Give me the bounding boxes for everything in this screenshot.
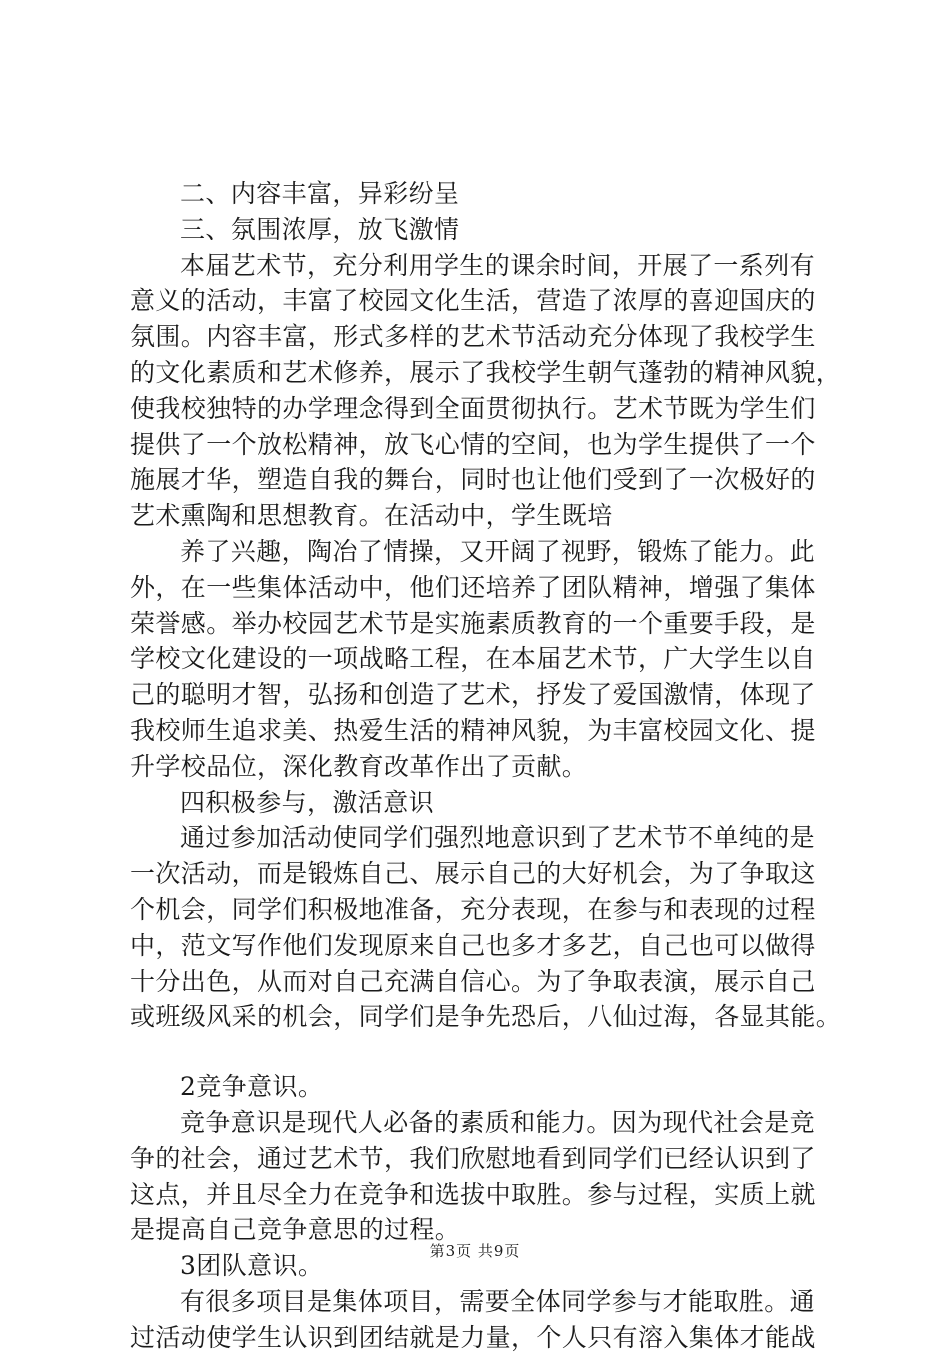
paragraph-line: 养了兴趣，陶冶了情操，又开阔了视野，锻炼了能力。此 (180, 536, 816, 566)
paragraph-line: 中，范文写作他们发现原来自己也多才多艺，自己也可以做得 (130, 930, 816, 960)
paragraph-line: 使我校独特的办学理念得到全面贯彻执行。艺术节既为学生们 (130, 393, 816, 423)
paragraph-line: 过活动使学生认识到团结就是力量，个人只有溶入集体才能战 (130, 1322, 816, 1352)
page-number-footer: 第3页 共9页 (429, 1242, 521, 1260)
paragraph-line: 本届艺术节，充分利用学生的课余时间，开展了一系列有 (180, 250, 816, 280)
paragraph-line: 己的聪明才智，弘扬和创造了艺术，抒发了爱国激情，体现了 (130, 680, 816, 710)
document-body (130, 176, 850, 1356)
paragraph-line: 意义的活动，丰富了校园文化生活，营造了浓厚的喜迎国庆的 (130, 286, 816, 316)
paragraph-line: 竞争意识是现代人必备的素质和能力。因为现代社会是竞 (180, 1107, 816, 1137)
paragraph-line: 是提高自己竞争意思的过程。 (130, 1215, 461, 1245)
section-heading: 三、氛围浓厚，放飞激情 (180, 214, 460, 244)
paragraph-line: 或班级风采的机会，同学们是争先恐后，八仙过海，各显其能。 (130, 1002, 842, 1032)
section-heading: 3团队意识。 (180, 1251, 324, 1281)
paragraph-line: 荣誉感。举办校园艺术节是实施素质教育的一个重要手段，是 (130, 608, 816, 638)
section-heading: 二、内容丰富，异彩纷呈 (180, 179, 460, 208)
paragraph-line: 个机会，同学们积极地准备，充分表现，在参与和表现的过程 (130, 894, 816, 924)
paragraph-line: 的文化素质和艺术修养，展示了我校学生朝气蓬勃的精神风貌， (130, 357, 842, 387)
paragraph-line: 氛围。内容丰富，形式多样的艺术节活动充分体现了我校学生 (130, 322, 816, 352)
paragraph-line: 争的社会，通过艺术节，我们欣慰地看到同学们已经认识到了 (130, 1143, 816, 1173)
section-heading: 四积极参与，激活意识 (180, 787, 435, 817)
paragraph-line: 一次活动，而是锻炼自己、展示自己的大好机会，为了争取这 (130, 859, 816, 889)
paragraph-line: 有很多项目是集体项目，需要全体同学参与才能取胜。通 (180, 1286, 816, 1316)
paragraph-line: 升学校品位，深化教育改革作出了贡献。 (130, 751, 588, 781)
paragraph-line: 十分出色，从而对自己充满自信心。为了争取表演，展示自己 (130, 966, 816, 996)
paragraph-line: 外，在一些集体活动中，他们还培养了团队精神，增强了集体 (130, 572, 816, 602)
paragraph-line: 我校师生追求美、热爱生活的精神风貌，为丰富校园文化、提 (130, 715, 816, 745)
paragraph-line: 这点，并且尽全力在竞争和选拔中取胜。参与过程，实质上就 (130, 1179, 816, 1209)
blank-line (130, 1035, 850, 1069)
paragraph-line: 提供了一个放松精神，放飞心情的空间，也为学生提供了一个 (130, 429, 816, 459)
paragraph-line: 艺术熏陶和思想教育。在活动中，学生既培 (130, 501, 613, 531)
paragraph-line: 学校文化建设的一项战略工程，在本届艺术节，广大学生以自 (130, 644, 816, 674)
paragraph-line: 施展才华，塑造自我的舞台，同时也让他们受到了一次极好的 (130, 465, 816, 495)
paragraph-line: 通过参加活动使同学们强烈地意识到了艺术节不单纯的是 (180, 823, 816, 853)
section-heading: 2竞争意识。 (180, 1072, 324, 1102)
